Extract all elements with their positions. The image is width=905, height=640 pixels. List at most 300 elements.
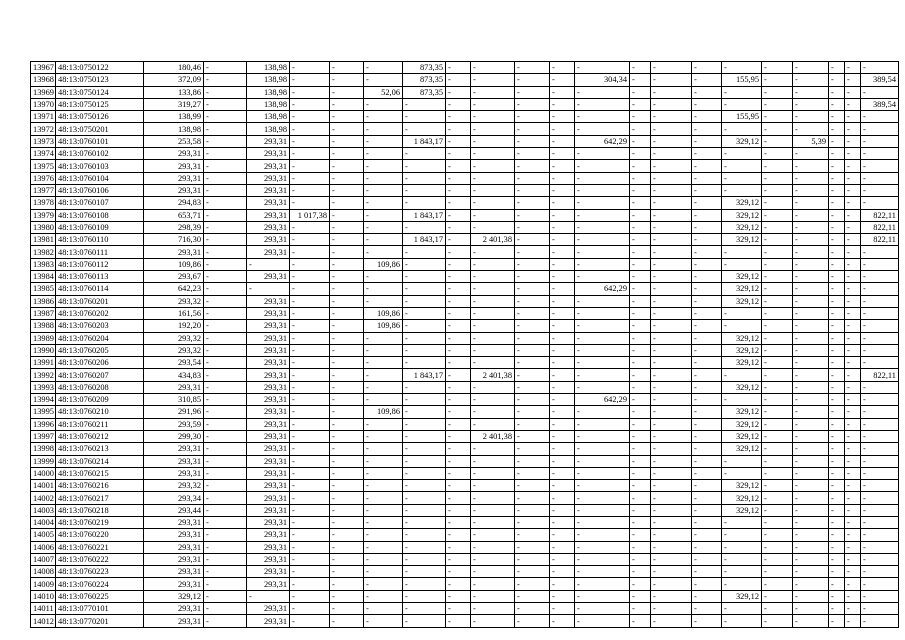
- value-cell: -: [793, 160, 829, 172]
- value-cell: -: [861, 197, 899, 209]
- value-cell: -: [861, 307, 899, 319]
- value-cell: -: [403, 221, 446, 233]
- value-cell: -: [651, 234, 692, 246]
- value-cell: -: [204, 578, 247, 590]
- value-cell: -: [692, 221, 722, 233]
- table-row: [31, 553, 899, 565]
- value-cell: -: [861, 418, 899, 430]
- value-cell: -: [861, 295, 899, 307]
- value-cell: -: [446, 578, 471, 590]
- value-cell: -: [364, 590, 403, 602]
- value-cell: -: [330, 394, 364, 406]
- value-cell: -: [692, 418, 722, 430]
- value-cell: -: [446, 480, 471, 492]
- value-cell: -: [330, 74, 364, 86]
- value-cell: -: [630, 406, 651, 418]
- value-cell: 873,35: [403, 62, 446, 74]
- value-cell: -: [829, 418, 845, 430]
- value-cell: 716,30: [144, 234, 204, 246]
- value-cell: -: [630, 184, 651, 196]
- value-cell: -: [630, 98, 651, 110]
- value-cell: -: [793, 455, 829, 467]
- value-cell: -: [575, 369, 630, 381]
- value-cell: -: [845, 603, 861, 615]
- value-cell: 293,31: [247, 443, 290, 455]
- value-cell: 293,31: [247, 148, 290, 160]
- value-cell: -: [845, 86, 861, 98]
- value-cell: -: [651, 172, 692, 184]
- table-row: [31, 418, 899, 430]
- value-cell: -: [845, 258, 861, 270]
- value-cell: -: [651, 480, 692, 492]
- table-row: [31, 443, 899, 455]
- value-cell: -: [651, 62, 692, 74]
- value-cell: -: [793, 307, 829, 319]
- value-cell: -: [575, 504, 630, 516]
- value-cell: -: [204, 418, 247, 430]
- value-cell: -: [290, 98, 330, 110]
- value-cell: -: [692, 86, 722, 98]
- value-cell: -: [575, 418, 630, 430]
- table-row: [31, 123, 899, 135]
- value-cell: -: [762, 553, 793, 565]
- value-cell: -: [471, 467, 515, 479]
- value-cell: -: [861, 492, 899, 504]
- value-cell: -: [829, 111, 845, 123]
- value-cell: -: [651, 381, 692, 393]
- value-cell: 822,11: [861, 234, 899, 246]
- table-row: [31, 344, 899, 356]
- row-number-cell: 14008: [31, 566, 56, 578]
- value-cell: -: [692, 578, 722, 590]
- value-cell: -: [471, 541, 515, 553]
- value-cell: 642,29: [575, 283, 630, 295]
- value-cell: -: [829, 578, 845, 590]
- value-cell: -: [829, 160, 845, 172]
- value-cell: 329,12: [722, 357, 762, 369]
- value-cell: 293,31: [247, 271, 290, 283]
- value-cell: -: [330, 98, 364, 110]
- value-cell: -: [793, 184, 829, 196]
- value-cell: -: [364, 135, 403, 147]
- value-cell: -: [762, 209, 793, 221]
- value-cell: -: [290, 516, 330, 528]
- value-cell: -: [630, 578, 651, 590]
- value-cell: -: [364, 541, 403, 553]
- value-cell: -: [845, 320, 861, 332]
- value-cell: -: [861, 148, 899, 160]
- value-cell: -: [651, 541, 692, 553]
- cadastral-number-cell: 48:13:0760211: [56, 418, 144, 430]
- value-cell: -: [515, 283, 550, 295]
- value-cell: -: [550, 578, 575, 590]
- value-cell: 1 843,17: [403, 135, 446, 147]
- cadastral-number-cell: 48:13:0760108: [56, 209, 144, 221]
- value-cell: -: [446, 295, 471, 307]
- value-cell: -: [861, 443, 899, 455]
- table-row: [31, 74, 899, 86]
- value-cell: -: [651, 295, 692, 307]
- value-cell: -: [550, 516, 575, 528]
- value-cell: -: [651, 369, 692, 381]
- row-number-cell: 14001: [31, 480, 56, 492]
- value-cell: -: [692, 62, 722, 74]
- value-cell: 138,98: [247, 74, 290, 86]
- value-cell: -: [630, 271, 651, 283]
- value-cell: -: [793, 615, 829, 627]
- value-cell: -: [651, 357, 692, 369]
- value-cell: -: [550, 344, 575, 356]
- value-cell: -: [515, 516, 550, 528]
- value-cell: -: [651, 320, 692, 332]
- cadastral-number-cell: 48:13:0760220: [56, 529, 144, 541]
- row-number-cell: 13983: [31, 258, 56, 270]
- value-cell: -: [845, 184, 861, 196]
- value-cell: -: [845, 615, 861, 627]
- value-cell: -: [403, 160, 446, 172]
- value-cell: -: [861, 467, 899, 479]
- value-cell: -: [829, 98, 845, 110]
- value-cell: -: [845, 234, 861, 246]
- row-number-cell: 13976: [31, 172, 56, 184]
- value-cell: -: [446, 111, 471, 123]
- value-cell: -: [515, 443, 550, 455]
- value-cell: 329,12: [722, 443, 762, 455]
- value-cell: 293,31: [144, 566, 204, 578]
- value-cell: -: [471, 615, 515, 627]
- value-cell: -: [290, 271, 330, 283]
- value-cell: -: [762, 135, 793, 147]
- value-cell: 293,67: [144, 271, 204, 283]
- value-cell: -: [651, 197, 692, 209]
- value-cell: -: [722, 307, 762, 319]
- value-cell: -: [515, 553, 550, 565]
- value-cell: -: [793, 344, 829, 356]
- value-cell: -: [722, 86, 762, 98]
- value-cell: -: [330, 553, 364, 565]
- value-cell: -: [364, 467, 403, 479]
- value-cell: -: [630, 394, 651, 406]
- value-cell: 109,86: [364, 258, 403, 270]
- value-cell: 1 843,17: [403, 234, 446, 246]
- value-cell: -: [204, 430, 247, 442]
- value-cell: 329,12: [722, 492, 762, 504]
- value-cell: -: [651, 98, 692, 110]
- value-cell: -: [630, 443, 651, 455]
- value-cell: 161,56: [144, 307, 204, 319]
- value-cell: 329,12: [722, 295, 762, 307]
- value-cell: -: [446, 98, 471, 110]
- value-cell: 293,31: [247, 295, 290, 307]
- value-cell: -: [290, 394, 330, 406]
- value-cell: 293,31: [144, 553, 204, 565]
- value-cell: -: [403, 344, 446, 356]
- value-cell: -: [446, 443, 471, 455]
- value-cell: -: [630, 148, 651, 160]
- value-cell: -: [364, 455, 403, 467]
- value-cell: -: [550, 221, 575, 233]
- value-cell: -: [829, 320, 845, 332]
- value-cell: -: [403, 123, 446, 135]
- value-cell: -: [692, 516, 722, 528]
- value-cell: -: [762, 74, 793, 86]
- value-cell: -: [575, 246, 630, 258]
- value-cell: -: [762, 221, 793, 233]
- value-cell: -: [575, 197, 630, 209]
- value-cell: -: [829, 590, 845, 602]
- row-number-cell: 13978: [31, 197, 56, 209]
- value-cell: -: [861, 246, 899, 258]
- value-cell: -: [575, 172, 630, 184]
- value-cell: 293,31: [247, 541, 290, 553]
- value-cell: -: [692, 443, 722, 455]
- value-cell: -: [829, 221, 845, 233]
- value-cell: -: [793, 148, 829, 160]
- value-cell: -: [446, 221, 471, 233]
- value-cell: -: [330, 418, 364, 430]
- value-cell: -: [550, 283, 575, 295]
- value-cell: -: [692, 492, 722, 504]
- value-cell: -: [204, 590, 247, 602]
- value-cell: -: [515, 406, 550, 418]
- cadastral-number-cell: 48:13:0760218: [56, 504, 144, 516]
- value-cell: -: [330, 590, 364, 602]
- value-cell: -: [722, 529, 762, 541]
- value-cell: -: [471, 455, 515, 467]
- value-cell: -: [762, 455, 793, 467]
- value-cell: -: [793, 529, 829, 541]
- value-cell: -: [330, 430, 364, 442]
- value-cell: -: [515, 320, 550, 332]
- value-cell: -: [403, 307, 446, 319]
- value-cell: -: [793, 74, 829, 86]
- value-cell: -: [762, 295, 793, 307]
- value-cell: 329,12: [722, 418, 762, 430]
- value-cell: 294,83: [144, 197, 204, 209]
- value-cell: -: [290, 307, 330, 319]
- value-cell: -: [861, 480, 899, 492]
- cadastral-number-cell: 48:13:0750124: [56, 86, 144, 98]
- value-cell: 293,31: [247, 307, 290, 319]
- value-cell: -: [575, 578, 630, 590]
- cadastral-number-cell: 48:13:0760203: [56, 320, 144, 332]
- row-number-cell: 13981: [31, 234, 56, 246]
- value-cell: -: [829, 381, 845, 393]
- table-row: [31, 516, 899, 528]
- value-cell: 109,86: [364, 307, 403, 319]
- value-cell: -: [446, 135, 471, 147]
- value-cell: -: [403, 566, 446, 578]
- value-cell: -: [575, 344, 630, 356]
- value-cell: 293,31: [144, 541, 204, 553]
- value-cell: -: [204, 480, 247, 492]
- value-cell: -: [290, 62, 330, 74]
- value-cell: -: [403, 492, 446, 504]
- value-cell: -: [515, 615, 550, 627]
- value-cell: 138,98: [247, 111, 290, 123]
- value-cell: 293,31: [247, 566, 290, 578]
- value-cell: -: [829, 295, 845, 307]
- value-cell: -: [651, 246, 692, 258]
- value-cell: -: [550, 320, 575, 332]
- value-cell: -: [575, 111, 630, 123]
- data-table: [30, 61, 899, 628]
- value-cell: -: [692, 258, 722, 270]
- value-cell: -: [290, 332, 330, 344]
- value-cell: -: [364, 295, 403, 307]
- value-cell: -: [290, 111, 330, 123]
- value-cell: -: [330, 258, 364, 270]
- value-cell: -: [515, 148, 550, 160]
- value-cell: -: [364, 62, 403, 74]
- value-cell: -: [550, 135, 575, 147]
- table-body: [31, 62, 899, 628]
- value-cell: -: [364, 480, 403, 492]
- value-cell: -: [446, 553, 471, 565]
- cadastral-number-cell: 48:13:0760202: [56, 307, 144, 319]
- table-row: [31, 369, 899, 381]
- value-cell: -: [550, 394, 575, 406]
- value-cell: -: [575, 184, 630, 196]
- value-cell: 293,31: [247, 344, 290, 356]
- cadastral-number-cell: 48:13:0760210: [56, 406, 144, 418]
- value-cell: -: [722, 62, 762, 74]
- value-cell: -: [204, 62, 247, 74]
- value-cell: -: [330, 529, 364, 541]
- value-cell: -: [471, 492, 515, 504]
- value-cell: -: [861, 357, 899, 369]
- value-cell: -: [204, 320, 247, 332]
- value-cell: -: [692, 369, 722, 381]
- value-cell: -: [550, 381, 575, 393]
- value-cell: 5,39: [793, 135, 829, 147]
- value-cell: -: [651, 455, 692, 467]
- value-cell: -: [793, 394, 829, 406]
- value-cell: -: [829, 394, 845, 406]
- table-row: [31, 135, 899, 147]
- value-cell: -: [471, 578, 515, 590]
- value-cell: -: [692, 455, 722, 467]
- value-cell: -: [845, 307, 861, 319]
- value-cell: -: [550, 406, 575, 418]
- value-cell: -: [829, 480, 845, 492]
- table-row: [31, 160, 899, 172]
- value-cell: -: [793, 332, 829, 344]
- value-cell: -: [364, 148, 403, 160]
- value-cell: -: [446, 123, 471, 135]
- value-cell: -: [550, 98, 575, 110]
- value-cell: -: [403, 455, 446, 467]
- value-cell: -: [722, 246, 762, 258]
- value-cell: -: [550, 504, 575, 516]
- value-cell: -: [550, 234, 575, 246]
- table-row: [31, 148, 899, 160]
- value-cell: -: [204, 455, 247, 467]
- value-cell: -: [829, 516, 845, 528]
- value-cell: -: [692, 467, 722, 479]
- value-cell: -: [630, 320, 651, 332]
- value-cell: -: [793, 516, 829, 528]
- value-cell: -: [722, 615, 762, 627]
- value-cell: -: [403, 467, 446, 479]
- value-cell: -: [651, 332, 692, 344]
- table-row: [31, 504, 899, 516]
- value-cell: -: [403, 320, 446, 332]
- row-number-cell: 13982: [31, 246, 56, 258]
- value-cell: -: [364, 160, 403, 172]
- value-cell: -: [446, 184, 471, 196]
- value-cell: -: [651, 467, 692, 479]
- value-cell: -: [630, 258, 651, 270]
- value-cell: -: [762, 234, 793, 246]
- value-cell: -: [290, 504, 330, 516]
- value-cell: -: [403, 271, 446, 283]
- value-cell: -: [845, 221, 861, 233]
- value-cell: -: [471, 111, 515, 123]
- table-row: [31, 332, 899, 344]
- value-cell: -: [550, 111, 575, 123]
- value-cell: -: [330, 480, 364, 492]
- value-cell: -: [630, 566, 651, 578]
- row-number-cell: 14005: [31, 529, 56, 541]
- row-number-cell: 14006: [31, 541, 56, 553]
- cadastral-number-cell: 48:13:0760114: [56, 283, 144, 295]
- value-cell: -: [364, 344, 403, 356]
- value-cell: -: [575, 467, 630, 479]
- value-cell: -: [446, 148, 471, 160]
- value-cell: -: [204, 504, 247, 516]
- value-cell: -: [829, 283, 845, 295]
- value-cell: -: [471, 443, 515, 455]
- value-cell: -: [762, 381, 793, 393]
- row-number-cell: 14007: [31, 553, 56, 565]
- value-cell: -: [651, 148, 692, 160]
- value-cell: 293,31: [144, 603, 204, 615]
- row-number-cell: 14003: [31, 504, 56, 516]
- value-cell: -: [204, 603, 247, 615]
- value-cell: -: [829, 504, 845, 516]
- value-cell: -: [330, 332, 364, 344]
- value-cell: -: [829, 443, 845, 455]
- value-cell: -: [575, 430, 630, 442]
- value-cell: -: [692, 590, 722, 602]
- value-cell: 372,09: [144, 74, 204, 86]
- value-cell: -: [550, 295, 575, 307]
- value-cell: 329,12: [722, 480, 762, 492]
- value-cell: -: [722, 172, 762, 184]
- cadastral-number-cell: 48:13:0770101: [56, 603, 144, 615]
- value-cell: -: [515, 258, 550, 270]
- value-cell: -: [762, 111, 793, 123]
- value-cell: -: [829, 234, 845, 246]
- value-cell: 293,31: [144, 529, 204, 541]
- value-cell: 293,31: [247, 455, 290, 467]
- value-cell: -: [845, 516, 861, 528]
- cadastral-number-cell: 48:13:0760224: [56, 578, 144, 590]
- value-cell: 293,31: [247, 467, 290, 479]
- value-cell: -: [550, 271, 575, 283]
- row-number-cell: 14000: [31, 467, 56, 479]
- value-cell: -: [364, 492, 403, 504]
- value-cell: -: [575, 160, 630, 172]
- value-cell: -: [630, 430, 651, 442]
- value-cell: 329,12: [722, 271, 762, 283]
- value-cell: -: [762, 443, 793, 455]
- value-cell: -: [204, 344, 247, 356]
- value-cell: -: [515, 86, 550, 98]
- value-cell: 329,12: [722, 504, 762, 516]
- table-row: [31, 467, 899, 479]
